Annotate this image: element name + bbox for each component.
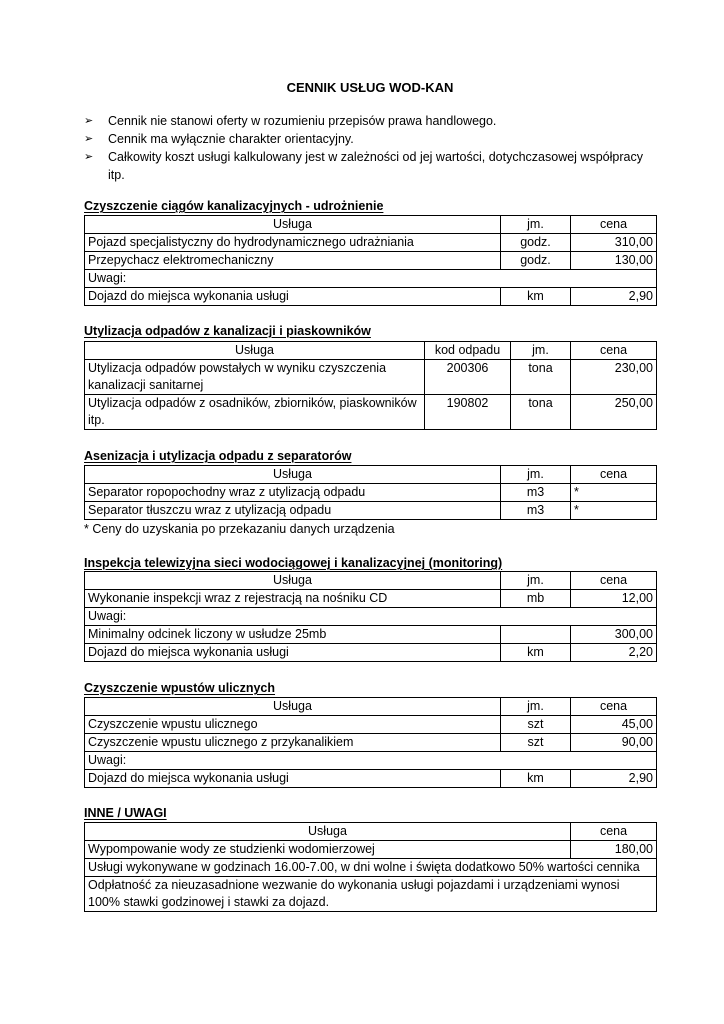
waste-disposal-table xyxy=(84,341,657,430)
table-header-row: Usługa jm. cena xyxy=(85,698,657,716)
note-row: Odpłatność za nieuzasadnione wezwanie do wykonania usługi pojazdami i urządzeniami wynosi 100% stawki godzinowej i stawki za dojazd. xyxy=(85,877,657,912)
table-row: Utylizacja odpadów z osadników, zbiorników, piaskowników itp. 190802 tona 250,00 xyxy=(85,395,657,430)
table-row: Wykonanie inspekcji wraz z rejestracją na nośniku CD mb 12,00 xyxy=(85,590,657,608)
table-row: Minimalny odcinek liczony w usłudze 25mb 300,00 xyxy=(85,626,657,644)
table-header-row: Usługa jm. cena xyxy=(85,466,657,484)
arrow-bullet-icon: ➢ xyxy=(84,133,94,145)
table-row: Dojazd do miejsca wykonania usługi km 2,20 xyxy=(85,644,657,662)
note-row: Usługi wykonywane w godzinach 16.00-7.00, w dni wolne i święta dodatkowo 50% wartości cennika xyxy=(85,859,657,877)
tv-inspection-table xyxy=(84,571,657,662)
section-title-sewer-cleaning: Czyszczenie ciągów kanalizacyjnych - udrożnienie xyxy=(84,199,384,213)
street-inlets-table xyxy=(84,697,657,788)
section-title-separators: Asenizacja i utylizacja odpadu z separatorów xyxy=(84,449,352,463)
bullet-item: ➢ Całkowity koszt usługi kalkulowany jest w zależności od jej wartości, dotychczasowej współpracy itp. xyxy=(84,150,643,182)
arrow-bullet-icon: ➢ xyxy=(84,115,94,127)
table-row: Dojazd do miejsca wykonania usługi km 2,90 xyxy=(85,288,657,306)
remarks-row: Uwagi: xyxy=(85,270,657,288)
table-row: Separator tłuszczu wraz z utylizacją odpadu m3 * xyxy=(85,502,657,520)
bullet-item: ➢ Cennik nie stanowi oferty w rozumieniu przepisów prawa handlowego. xyxy=(84,114,497,128)
remarks-row: Uwagi: xyxy=(85,752,657,770)
section-title-tv-inspection: Inspekcja telewizyjna sieci wodociągowej i kanalizacyjnej (monitoring) xyxy=(84,556,503,570)
header-service: Usługa xyxy=(85,216,501,234)
table-header-row: Usługa kod odpadu jm. cena xyxy=(85,342,657,360)
table-header-row xyxy=(85,216,657,234)
section-title-waste-disposal: Utylizacja odpadów z kanalizacji i piaskowników xyxy=(84,324,371,338)
table-row: Czyszczenie wpustu ulicznego z przykanalikiem szt 90,00 xyxy=(85,734,657,752)
arrow-bullet-icon: ➢ xyxy=(84,151,94,163)
header-price: cena xyxy=(571,216,657,234)
separators-table xyxy=(84,465,657,520)
section-title-street-inlets: Czyszczenie wpustów ulicznych xyxy=(84,681,276,695)
table-header-row: Usługa cena xyxy=(85,823,657,841)
page-title: CENNIK USŁUG WOD-KAN xyxy=(286,80,454,95)
other-remarks-table xyxy=(84,822,657,912)
table-row: Separator ropopochodny wraz z utylizacją odpadu m3 * xyxy=(85,484,657,502)
intro-bullet-list xyxy=(84,112,656,184)
header-unit: jm. xyxy=(501,216,571,234)
table-row: Czyszczenie wpustu ulicznego szt 45,00 xyxy=(85,716,657,734)
table-row: Utylizacja odpadów powstałych w wyniku czyszczenia kanalizacji sanitarnej 200306 tona 230,00 xyxy=(85,360,657,395)
table-row: Wypompowanie wody ze studzienki wodomierzowej 180,00 xyxy=(85,841,657,859)
separators-footnote: * Ceny do uzyskania po przekazaniu danych urządzenia xyxy=(84,522,395,536)
remarks-row: Uwagi: xyxy=(85,608,657,626)
table-row: Pojazd specjalistyczny do hydrodynamicznego udrażniania godz. 310,00 xyxy=(85,234,657,252)
table-row: Przepychacz elektromechaniczny godz. 130,00 xyxy=(85,252,657,270)
sewer-cleaning-table xyxy=(84,215,657,306)
bullet-item: ➢ Cennik ma wyłącznie charakter orientacyjny. xyxy=(84,132,354,146)
table-header-row: Usługa jm. cena xyxy=(85,572,657,590)
section-title-other-remarks: INNE / UWAGI xyxy=(84,806,167,820)
table-row: Dojazd do miejsca wykonania usługi km 2,90 xyxy=(85,770,657,788)
